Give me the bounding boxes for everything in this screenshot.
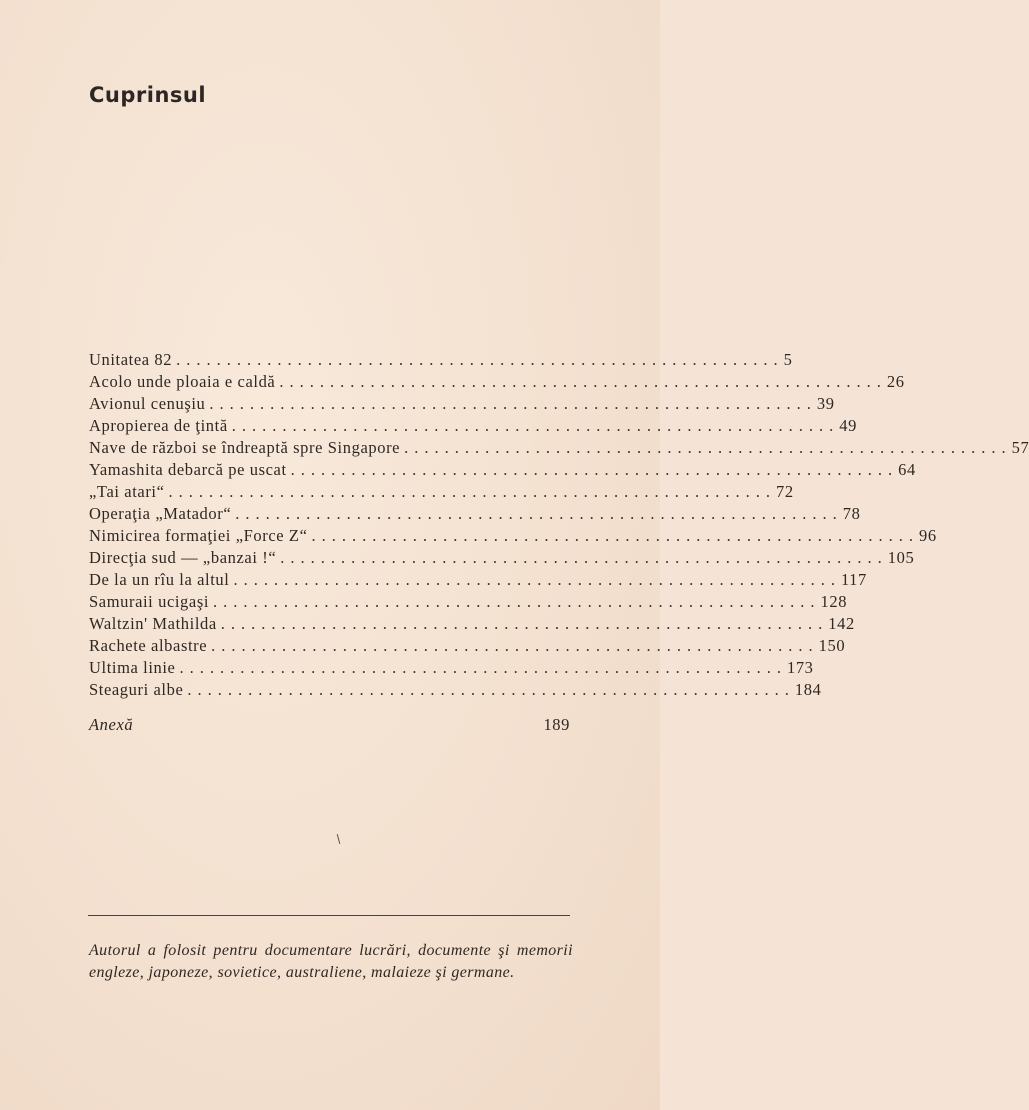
toc-entry xyxy=(89,591,848,613)
toc-entry xyxy=(89,393,835,415)
toc-leader-dots: ............................................................ xyxy=(311,526,920,545)
toc-entry-page: 72 xyxy=(776,482,794,501)
toc-entry xyxy=(89,437,1029,459)
toc-leader-dots: ............................................................ xyxy=(279,372,887,391)
toc-leader-dots: ............................................................ xyxy=(213,592,821,611)
toc-leader-dots: ............................................................ xyxy=(187,680,795,699)
toc-entry xyxy=(89,679,822,701)
toc-entry-page: 57 xyxy=(1011,438,1029,457)
toc-entry-label: Nimicirea formaţiei „Force Z“ xyxy=(89,526,308,545)
footnote: Autorul a folosit pentru documentare lucrări, documente şi memorii engleze, japoneze, sovietice, australiene, malaieze şi germane. xyxy=(89,942,573,981)
toc-entry-page: 26 xyxy=(886,372,905,391)
toc-entry-page: 49 xyxy=(839,416,857,435)
page-title: Cuprinsul xyxy=(89,83,207,107)
toc-leader-dots: ............................................................ xyxy=(290,460,899,479)
toc-entry xyxy=(89,481,794,503)
toc-entry-label: Ultima linie xyxy=(89,658,176,677)
toc-leader-dots: ............................................................ xyxy=(179,658,787,677)
toc-entry-page: 150 xyxy=(818,636,846,655)
toc-leader-dots: ............................................................ xyxy=(211,636,819,655)
toc-entry-label: Steaguri albe xyxy=(89,680,184,699)
toc-leader-dots: ............................................................ xyxy=(404,438,1012,457)
toc-entry-label: Apropierea de ţintă xyxy=(89,416,228,435)
toc-entry xyxy=(89,547,915,569)
toc-entry-page: 64 xyxy=(898,460,916,479)
toc-leader-dots: ............................................................ xyxy=(233,570,841,589)
toc-entry xyxy=(89,371,905,393)
stray-mark xyxy=(337,834,341,844)
toc-entry-label: Direcţia sud — „banzai !“ xyxy=(89,548,277,567)
toc-leader-dots: ............................................................ xyxy=(280,548,888,567)
toc-entry-page: 173 xyxy=(786,658,814,677)
toc-entry-page: 78 xyxy=(842,504,861,523)
table-of-contents xyxy=(89,349,1029,736)
toc-entry-page: 128 xyxy=(820,592,848,611)
footnote-divider xyxy=(88,915,570,916)
toc-entry-annex xyxy=(89,714,570,736)
toc-entry-label: Acolo unde ploaia e caldă xyxy=(89,372,276,391)
toc-entry-label: Yamashita debarcă pe uscat xyxy=(89,460,287,479)
toc-leader-dots: ............................................................ xyxy=(176,350,784,369)
toc-entry xyxy=(89,635,846,657)
toc-leader-dots: ............................................................ xyxy=(235,504,843,523)
toc-entry xyxy=(89,657,814,679)
toc-entry xyxy=(89,459,916,481)
toc-entry-label: De la un rîu la altul xyxy=(89,570,230,589)
toc-entry xyxy=(89,525,937,547)
toc-entry-page: 39 xyxy=(816,394,835,413)
toc-entry-page: 96 xyxy=(919,526,937,545)
toc-entry-label: „Tai atari“ xyxy=(89,482,165,501)
toc-leader-dots: ............................................................ xyxy=(220,614,829,633)
toc-entry-label: Rachete albastre xyxy=(89,636,208,655)
toc-entry-label: Nave de război se îndreaptă spre Singapore xyxy=(89,438,401,457)
toc-entry-page: 142 xyxy=(828,614,855,633)
toc-entry-label: Unitatea 82 xyxy=(89,350,173,369)
toc-entry xyxy=(89,349,793,371)
toc-entry xyxy=(89,415,857,437)
toc-entry-page: 5 xyxy=(783,350,793,369)
toc-entry-page: 117 xyxy=(840,570,867,589)
toc-entry-label: Samuraii ucigaşi xyxy=(89,592,210,611)
toc-entry xyxy=(89,613,855,635)
toc-entry-label: Anexă xyxy=(89,715,134,734)
toc-entry-label: Avionul cenuşiu xyxy=(89,394,206,413)
toc-leader-dots: ............................................................ xyxy=(168,482,777,501)
toc-leader-dots: ............................................................ xyxy=(231,416,840,435)
toc-entry-label: Operaţia „Matador“ xyxy=(89,504,232,523)
toc-entry xyxy=(89,569,867,591)
toc-entry-label: Waltzin' Mathilda xyxy=(89,614,217,633)
toc-entry-page: 189 xyxy=(543,715,570,734)
toc-entry-page: 184 xyxy=(794,680,822,699)
toc-entry xyxy=(89,503,861,525)
toc-leader-dots: ............................................................ xyxy=(209,394,817,413)
toc-entry-page: 105 xyxy=(887,548,915,567)
